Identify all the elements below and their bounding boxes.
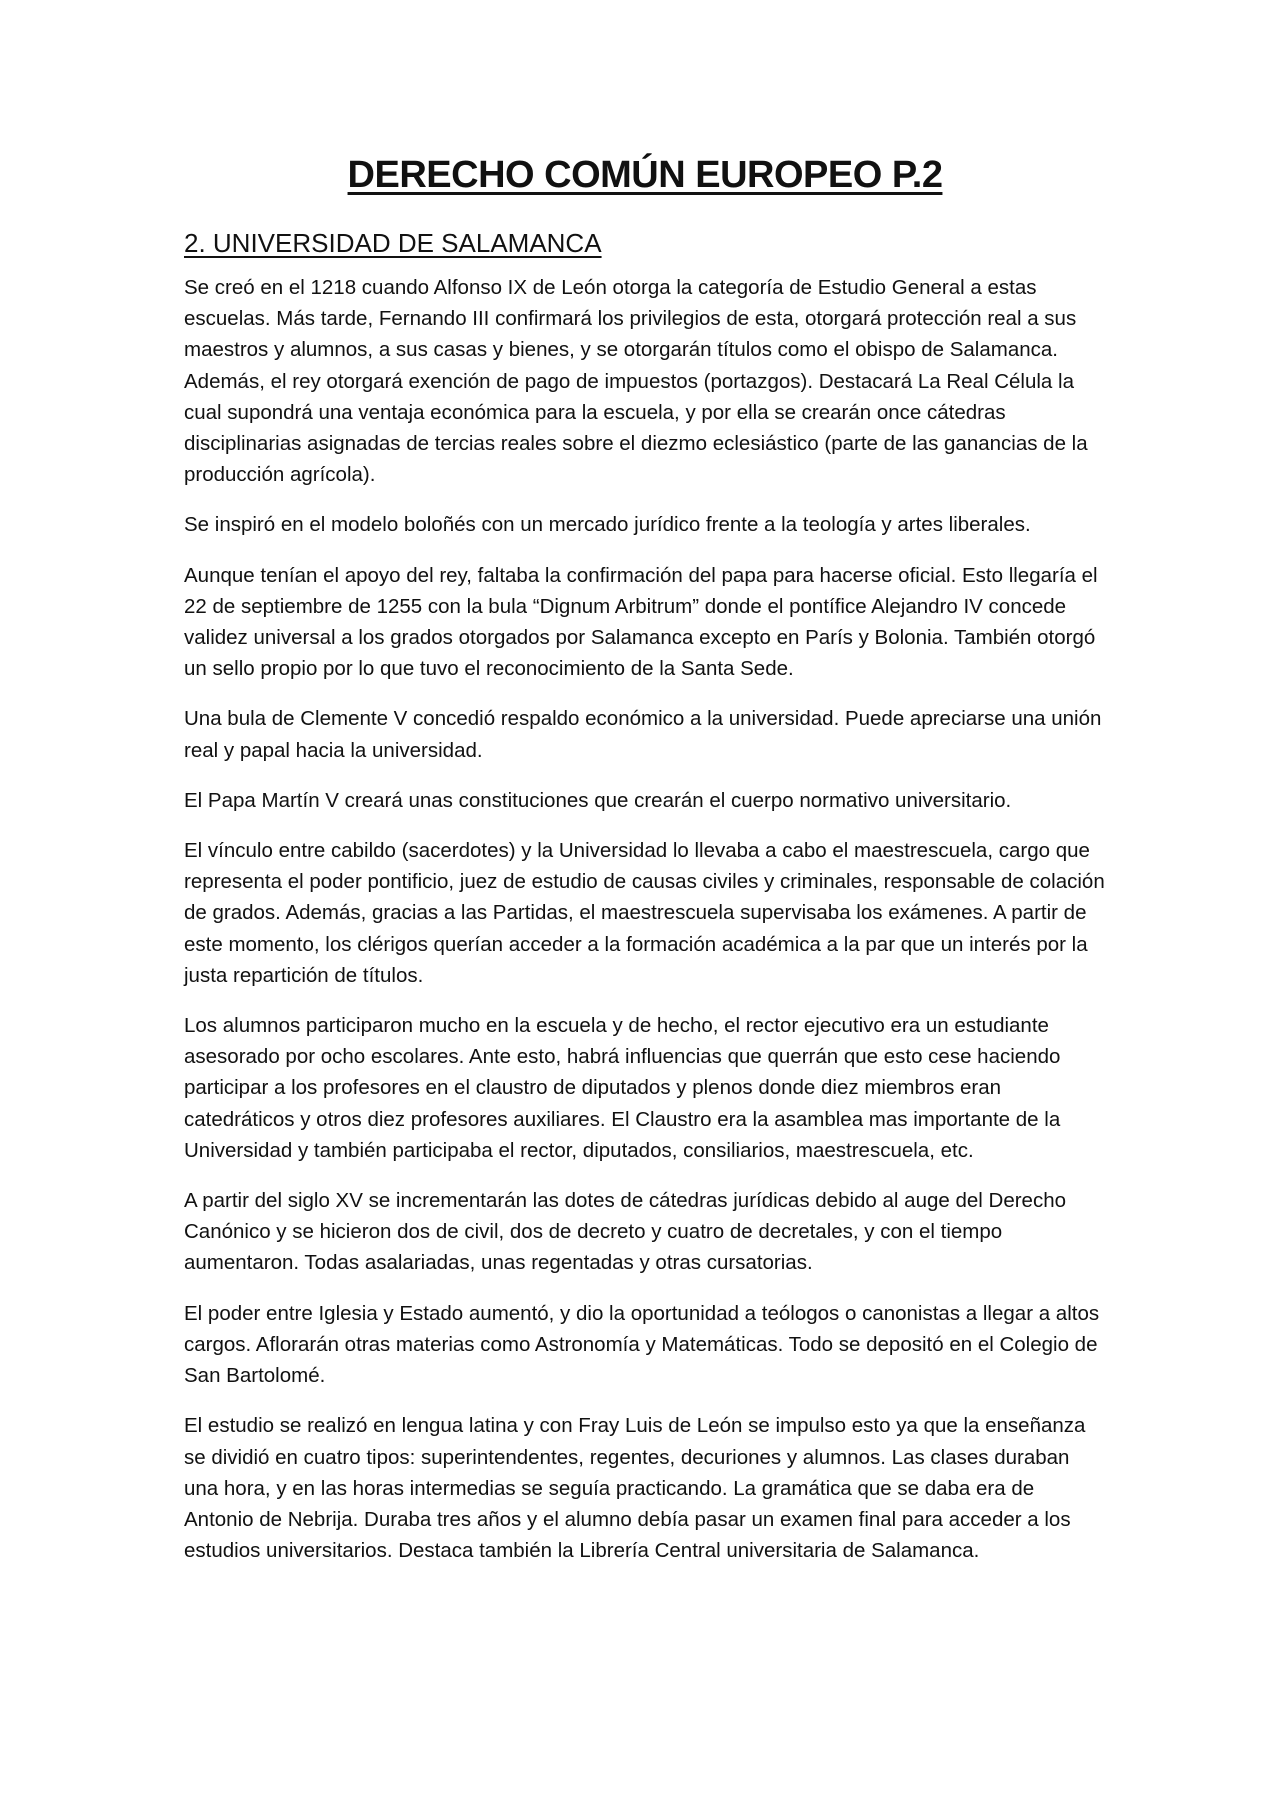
document-page [184, 150, 1106, 1585]
paragraph-9: El poder entre Iglesia y Estado aumentó, y dio la oportunidad a teólogos o canonistas a llegar a altos cargos. Aflorarán otras materias como Astronomía y Matemáticas. Todo se depositó en el Colegio de San Bartolomé. [184, 1301, 1100, 1388]
paragraph-2: Se inspiró en el modelo boloñés con un mercado jurídico frente a la teología y artes liberales. [184, 513, 1031, 537]
paragraph-10: El estudio se realizó en lengua latina y con Fray Luis de León se impulso esto ya que la enseñanza se dividió en cuatro tipos: superintendentes, regentes, decuriones y alumnos. Las clases duraban una hora, y en las horas intermedias se seguía practicando. La gramática que se daba era de Antonio de Nebrija. Duraba tres años y el alumno debía pasar un examen final para acceder a los estudios universitarios. Destaca también la Librería Central universitaria de Salamanca. [184, 1414, 1086, 1563]
paragraph-3: Aunque tenían el apoyo del rey, faltaba la confirmación del papa para hacerse oficial. Esto llegaría el 22 de septiembre de 1255 con la bula “Dignum Arbitrum” donde el pontífice Alejandro IV concede validez universal a los grados otorgados por Salamanca excepto en París y Bolonia. También otorgó un sello propio por lo que tuvo el reconocimiento de la Santa Sede. [184, 563, 1098, 681]
section-heading: 2. UNIVERSIDAD DE SALAMANCA [184, 228, 602, 258]
document-title: DERECHO COMÚN EUROPEO P.2 [347, 154, 943, 196]
paragraph-1: Se creó en el 1218 cuando Alfonso IX de León otorga la categoría de Estudio General a estas escuelas. Más tarde, Fernando III confirmará los privilegios de esta, otorgará protección real a sus maestros y alumnos, a sus casas y bienes, y se otorgarán títulos como el obispo de Salamanca. Además, el rey otorgará exención de pago de impuestos (portazgos). Destacará La Real Célula la cual supondrá una ventaja económica para la escuela, y por ella se crearán once cátedras disciplinarias asignadas de tercias reales sobre el diezmo eclesiástico (parte de las ganancias de la producción agrícola). [184, 276, 1088, 487]
paragraph-6: El vínculo entre cabildo (sacerdotes) y la Universidad lo llevaba a cabo el maestrescuela, cargo que representa el poder pontificio, juez de estudio de causas civiles y criminales, responsable de colación de grados. Además, gracias a las Partidas, el maestrescuela supervisaba los exámenes. A partir de este momento, los clérigos querían acceder a la formación académica a la par que un interés por la justa repartición de títulos. [184, 839, 1105, 987]
paragraph-8: A partir del siglo XV se incrementarán las dotes de cátedras jurídicas debido al auge del Derecho Canónico y se hicieron dos de civil, dos de decreto y cuatro de decretales, y con el tiempo aumentaron. Todas asalariadas, unas regentadas y otras cursatorias. [184, 1189, 1067, 1275]
paragraph-7: Los alumnos participaron mucho en la escuela y de hecho, el rector ejecutivo era un estudiante asesorado por ocho escolares. Ante esto, habrá influencias que querrán que esto cese haciendo participar a los profesores en el claustro de diputados y plenos donde diez miembros eran catedráticos y otros diez profesores auxiliares. El Claustro era la asamblea mas importante de la Universidad y también participaba el rector, diputados, consiliarios, maestrescuela, etc. [184, 1014, 1061, 1162]
paragraph-5: El Papa Martín V creará unas constituciones que crearán el cuerpo normativo universitario. [184, 788, 1012, 812]
paragraph-4: Una bula de Clemente V concedió respaldo económico a la universidad. Puede apreciarse una unión real y papal hacia la universidad. [184, 707, 1102, 762]
